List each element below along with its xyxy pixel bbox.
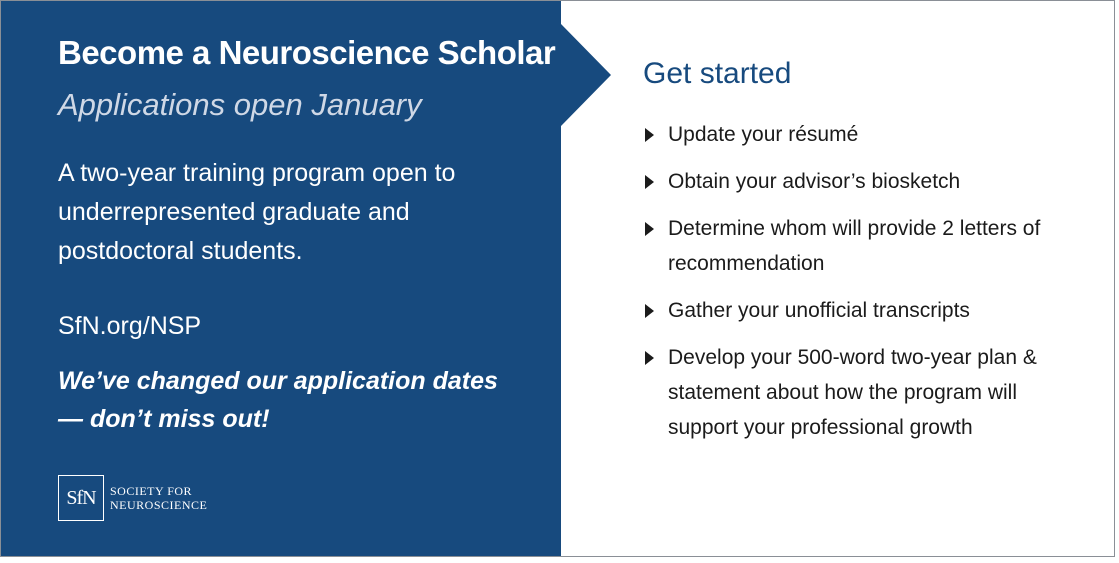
program-description: A two-year training program open to underrepresented graduate and postdoctoral students. [58, 159, 456, 265]
step-item [643, 117, 1083, 152]
sfn-logo-line1: SOCIETY FOR [110, 484, 193, 498]
right-pointer-icon [561, 24, 611, 126]
sfn-logo [58, 474, 207, 522]
step-item [643, 211, 1083, 281]
sfn-logo-line2: NEUROSCIENCE [110, 498, 208, 512]
steps-list [643, 117, 1083, 457]
step-item [643, 164, 1083, 199]
dates-notice: We’ve changed our application dates — don’t miss out! [58, 367, 498, 433]
banner-title: Become a Neuroscience Scholar [58, 34, 556, 71]
banner-subtitle: Applications open January [58, 87, 422, 122]
triangle-bullet-icon [645, 351, 654, 365]
step-item [643, 340, 1083, 445]
step-text: Develop your 500-word two-year plan & statement about how the program will support your professional growth [668, 346, 1037, 439]
triangle-bullet-icon [645, 304, 654, 318]
triangle-bullet-icon [645, 175, 654, 189]
sfn-logo-text [110, 484, 207, 512]
left-panel [1, 1, 561, 556]
sfn-logo-mark: SfN [58, 475, 104, 521]
get-started-heading: Get started [643, 57, 792, 90]
triangle-bullet-icon [645, 128, 654, 142]
triangle-bullet-icon [645, 222, 654, 236]
step-text: Gather your unofficial transcripts [668, 299, 970, 322]
step-text: Update your résumé [668, 123, 859, 146]
step-text: Obtain your advisor’s biosketch [668, 170, 961, 193]
step-item [643, 293, 1083, 328]
program-link[interactable]: SfN.org/NSP [58, 312, 202, 340]
step-text: Determine whom will provide 2 letters of recommendation [668, 217, 1041, 275]
